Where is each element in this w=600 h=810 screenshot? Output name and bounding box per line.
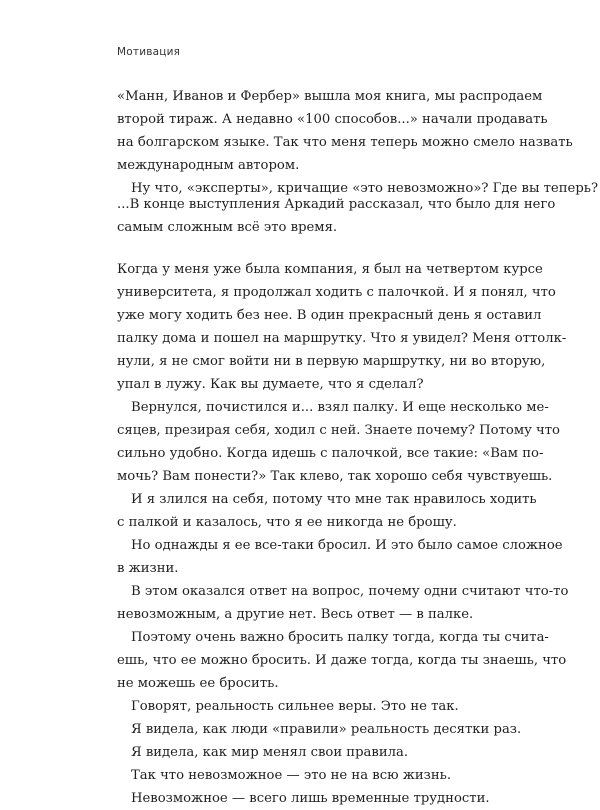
text-line: уже могу ходить без нее. В один прекрасный день я оставил	[117, 308, 542, 323]
text-line: на болгарском языке. Так что меня теперь можно смело назвать	[117, 135, 573, 150]
text-block-2	[117, 193, 556, 239]
text-line: Я видела, как мир менял свои правила.	[131, 745, 409, 760]
text-line: самым сложным всё это время.	[117, 220, 338, 235]
text-line: не можешь ее бросить.	[117, 676, 279, 691]
text-line: сильно удобно. Когда идешь с палочкой, все такие: «Вам по-	[117, 446, 544, 461]
text-line: палку дома и пошел на маршрутку. Что я увидел? Меня оттолк-	[117, 331, 567, 346]
text-line: невозможным, а другие нет. Весь ответ — в палке.	[117, 607, 474, 622]
text-line: Когда у меня уже была компания, я был на четвертом курсе	[117, 262, 543, 277]
text-line: Говорят, реальность сильнее веры. Это не так.	[131, 699, 459, 714]
text-line: ...В конце выступления Аркадий рассказал, что было для него	[117, 197, 556, 212]
text-line: международным автором.	[117, 158, 300, 173]
text-line: Невозможное — всего лишь временные трудности.	[131, 791, 490, 806]
text-line: И я злился на себя, потому что мне так нравилось ходить	[131, 492, 537, 507]
text-line: Я видела, как люди «правили» реальность десятки раз.	[131, 722, 522, 737]
text-line: в жизни.	[117, 561, 179, 576]
text-line: второй тираж. А недавно «100 способов...» начали продавать	[117, 112, 548, 127]
text-line: Ну что, «эксперты», кричащие «это невозможно»? Где вы теперь?	[131, 181, 599, 196]
text-line: сяцев, презирая себя, ходил с ней. Знаете почему? Потому что	[117, 423, 560, 438]
text-line: мочь? Вам понести?» Так клево, так хорошо себя чувствуешь.	[117, 469, 553, 484]
text-line: В этом оказался ответ на вопрос, почему одни считают что-то	[131, 584, 569, 599]
text-line: Так что невозможное — это не на всю жизнь.	[131, 768, 452, 783]
text-line: университета, я продолжал ходить с палочкой. И я понял, что	[117, 285, 556, 300]
text-line: с палкой и казалось, что я ее никогда не брошу.	[117, 515, 457, 530]
text-line: нули, я не смог войти ни в первую маршрутку, ни во вторую,	[117, 354, 546, 369]
text-line: Вернулся, почистился и... взял палку. И еще несколько ме-	[131, 400, 549, 415]
text-line: упал в лужу. Как вы думаете, что я сделал?	[117, 377, 424, 392]
text-line: ешь, что ее можно бросить. И даже тогда, когда ты знаешь, что	[117, 653, 567, 668]
text-line: Поэтому очень важно бросить палку тогда, когда ты счита-	[131, 630, 549, 645]
text-block-3	[117, 258, 569, 810]
text-block-1	[117, 85, 599, 200]
text-line: «Манн, Иванов и Фербер» вышла моя книга, мы распродаем	[117, 89, 543, 104]
running-head: Мотивация	[117, 46, 181, 58]
text-line: Но однажды я ее все-таки бросил. И это было самое сложное	[131, 538, 563, 553]
